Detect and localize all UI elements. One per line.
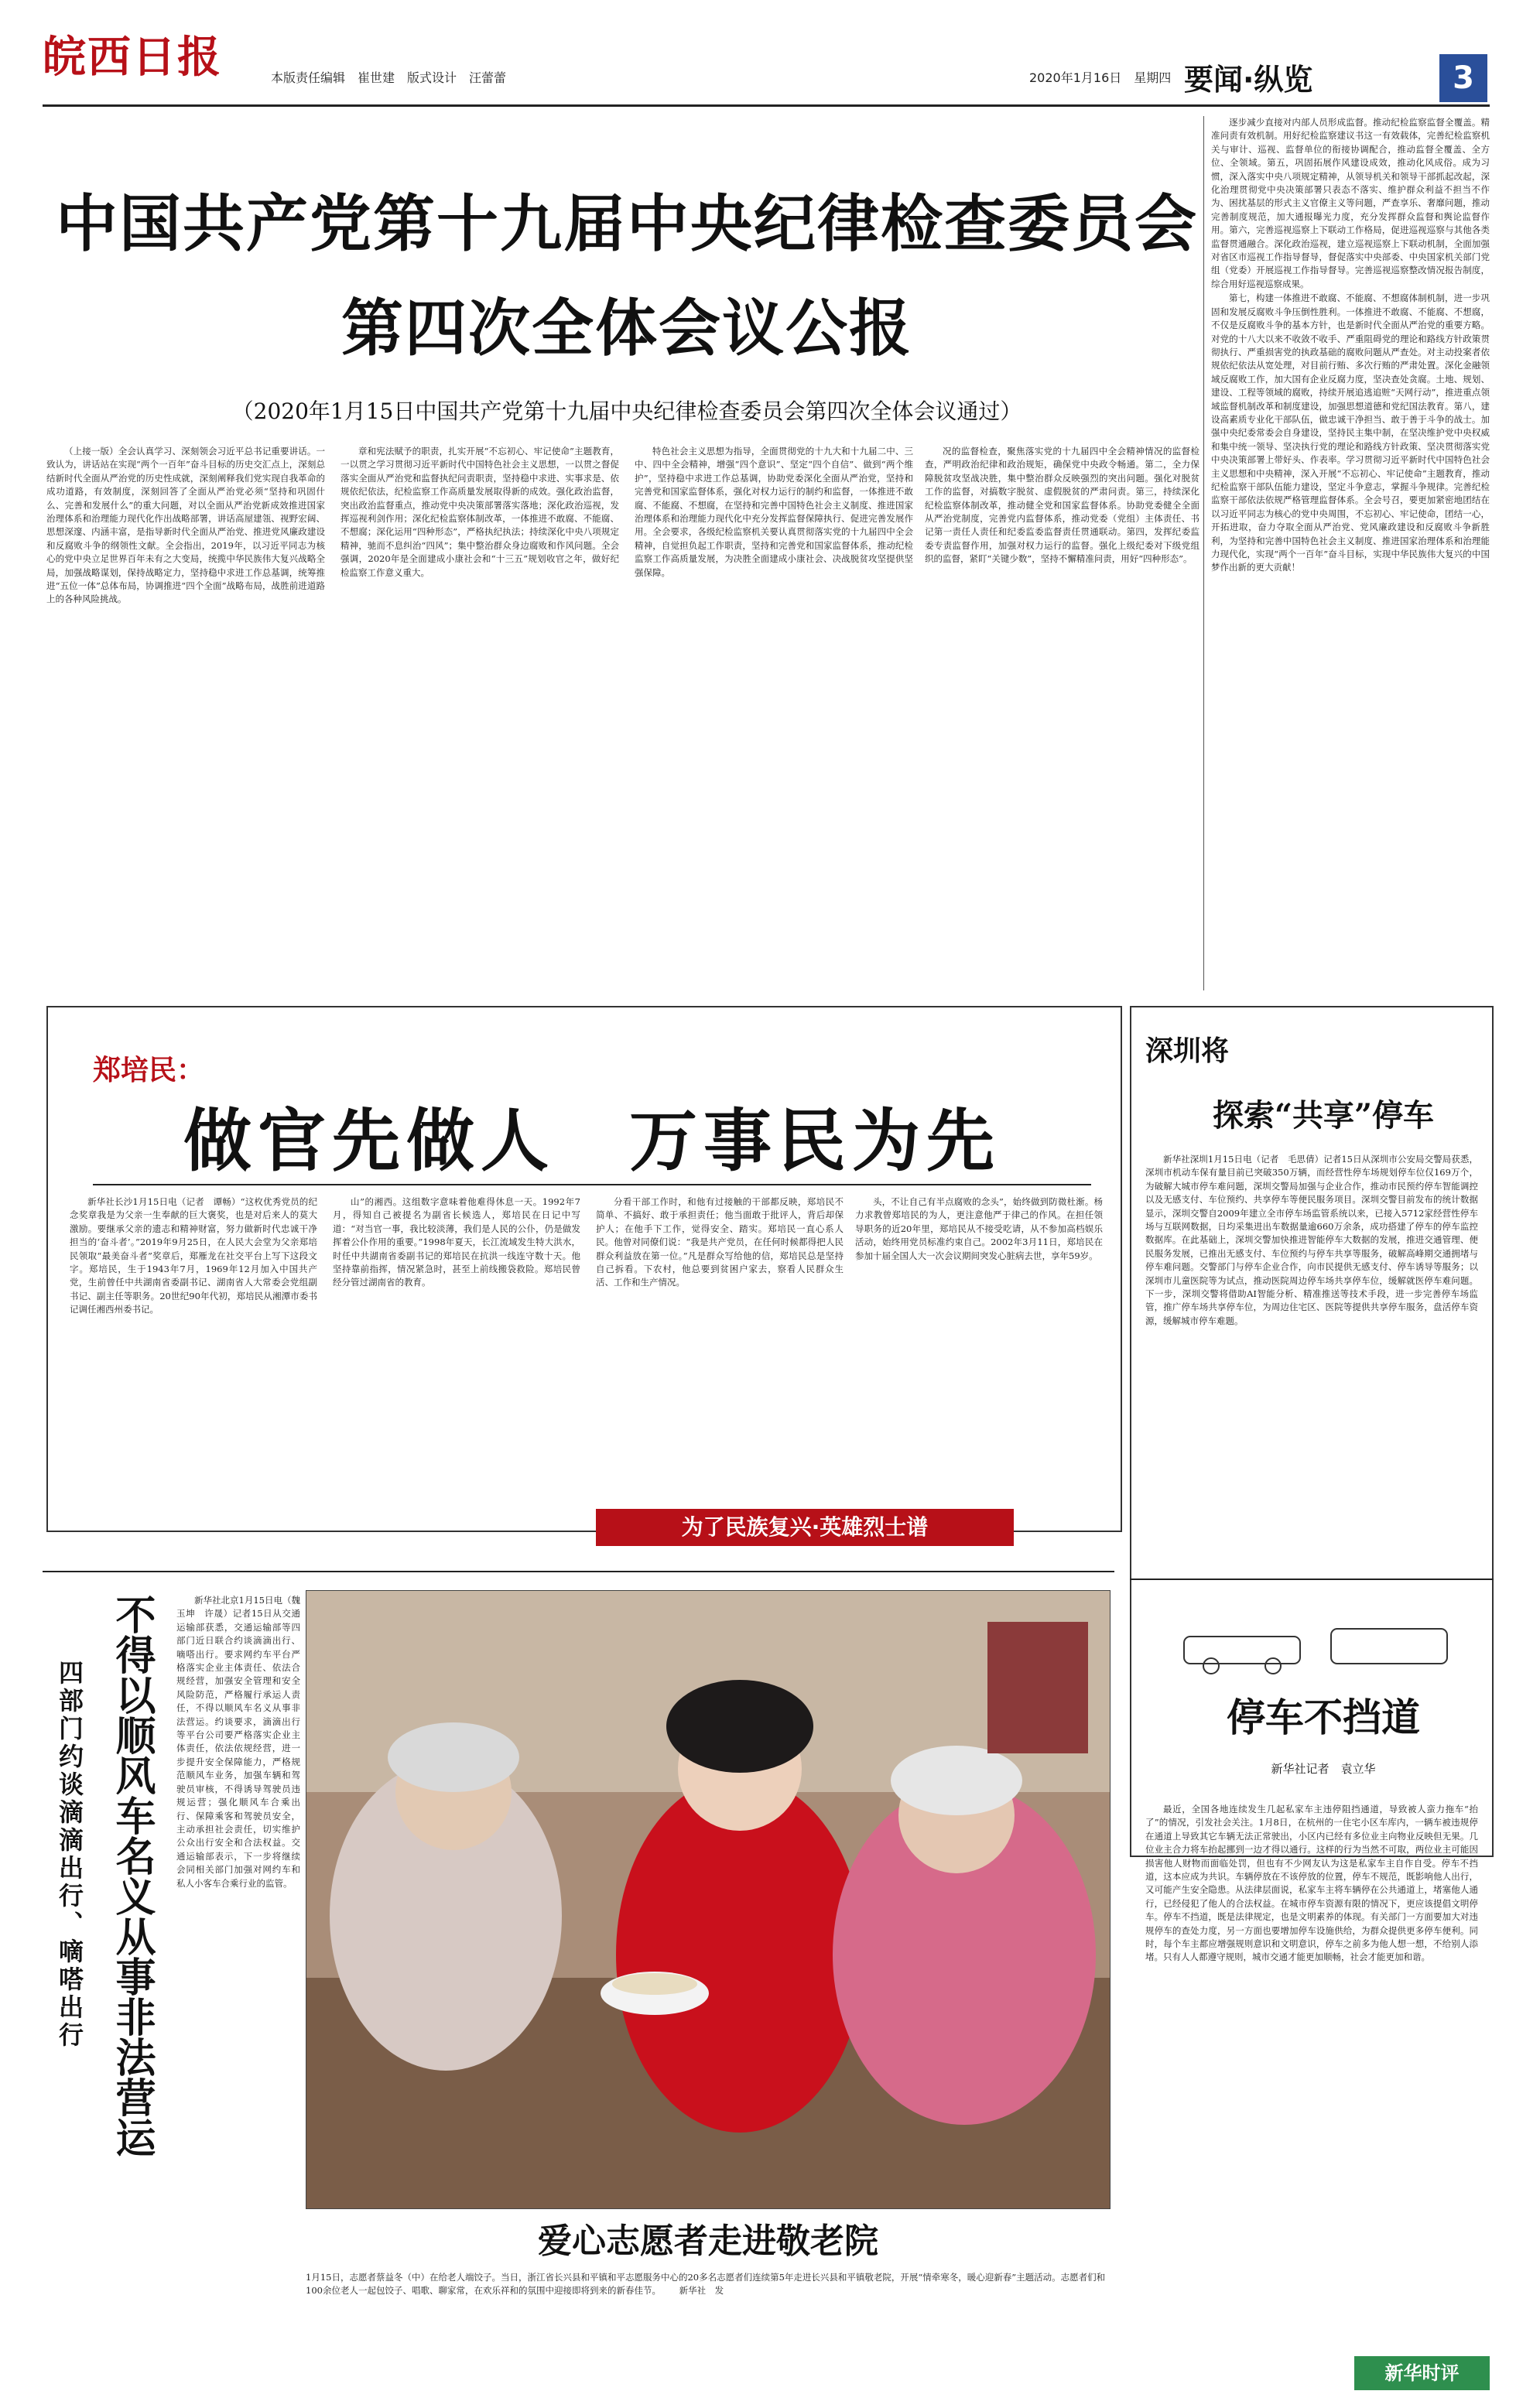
zheng-column-2 — [333, 1195, 580, 1505]
main-article-col2-text: 章和宪法赋予的职责，扎实开展“不忘初心、牢记使命”主题教育，一以贯之学习贯彻习近平新时代中国特色社会主义思想，一以贯之督促落实全面从严治党和监督执纪问责职责，坚持稳中求进、实事求是、依规依纪依法，纪检监察工作高质量发展取得新的成效。强化政治监督，突出政治监督重点，推动党中央决策部署落实落地；深化政治巡视，发挥巡视利剑作用；深化纪检监察体制改革，一体推进不敢腐、不能腐、不想腐；深化运用“四种形态”，严格执纪执法；持续深化中央八项规定精神，驰而不息纠治“四风”；集中整治群众身边腐败和作风问题。全会强调，2020年是全面建成小康社会和“十三五”规划收官之年，做好纪检监察工作意义重大。 — [341, 446, 619, 578]
volunteer-photo — [306, 1590, 1111, 2209]
main-article-column-right — [1211, 116, 1490, 998]
main-article-column-1 — [46, 445, 325, 998]
commentary-body — [1145, 1803, 1478, 2345]
hero-series-banner: 为了民族复兴·英雄烈士谱 — [596, 1509, 1014, 1546]
main-headline-line2: 第四次全体会议公报 — [341, 292, 912, 364]
main-article-col4-text: 况的监督检查，聚焦落实党的十九届四中全会精神情况的监督检查，严明政治纪律和政治规矩，确保党中央政令畅通。第二，全力保障脱贫攻坚战决胜，集中整治群众反映强烈的突出问题。强化对脱贫工作的监督，对搞数字脱贫、虚假脱贫的严肃问责。第三，持续深化纪检监察体制改革，推动健全党和国家监督体系。协助党委健全全面从严治党制度，完善党内监督体系，推动党委（党组）主体责任、书记第一责任人责任和纪委监委监督责任贯通联动。第四，发挥纪委监委专责监督作用，加强对权力运行的监督。强化上级纪委对下级党组织的监督，紧盯“关键少数”，坚持不懈精准问责，用好“四种形态”。 — [925, 446, 1199, 565]
commentary-body-text: 最近，全国各地连续发生几起私家车主违停阻挡通道，导致被人蛮力拖车“抬了”的情况，引发社会关注。1月8日，在杭州的一住宅小区车库内，一辆车被违规停在通道上导致其它车辆无法正常驶出，小区内已经有多位业主向物业反映但无果。几位业主合力将车抬起挪到一边才得以通行。这样的行为当然不可取，两位业主可能因损害他人财物而面临处罚，但也有不少网友认为这是私家车主自作自受。停车不挡道，这本应成为共识。车辆停放在不该停放的位置，停车不规范，既影响他人出行，又可能产生安全隐患。从法律层面说，私家车主将车辆停在公共通道上，堵塞他人通行，已经侵犯了他人的合法权益。在城市停车资源有限的情况下，更应该提倡文明停车。停车不挡道，既是法律规定，也是文明素养的体现。有关部门一方面要加大对违规停车的查处力度，另一方面也要增加停车设施供给，为群众提供更多停车便利。同时，每个车主都应增强规则意识和文明意识，停车之前多为他人想一想，不给别人添堵。只有人人都遵守规则，城市交通才能更加顺畅，社会才能更加和谐。 — [1145, 1804, 1478, 1963]
commentary-headline: 停车不挡道 — [1227, 1695, 1420, 1740]
masthead-rule — [43, 104, 1490, 107]
section-title: 要闻·纵览 — [1184, 63, 1313, 97]
zheng-column-3 — [596, 1195, 844, 1505]
main-article-column-4 — [925, 445, 1199, 998]
ride-hailing-body-upper — [176, 1594, 300, 2205]
photo-caption — [306, 2271, 1111, 2297]
editor-credits: 本版责任编辑 崔世建 版式设计 汪蕾蕾 — [271, 70, 507, 85]
newspaper-logo: 皖西日报 — [43, 32, 222, 83]
photo-illustration — [306, 1591, 1111, 2209]
main-subhead: （2020年1月15日中国共产党第十九届中央纪律检查委员会第四次全体会议通过） — [231, 398, 1022, 424]
main-article-right-top: 逐步减少直接对内部人员形成监督。推动纪检监察监督全覆盖。精准问责有效机制。用好纪检监察建议书这一有效载体，完善纪检监察机关与审计、巡视、监督单位的衔接协调配合，推动监督全覆盖、全方位、全领域。第五，巩固拓展作风建设成效，推动化风成俗。成为习惯，深入落实中央八项规定精神，从领导机关和领导干部抓起改起，深化治理贯彻党中央决策部署只表态不落实、维护群众利益不担当不作为、困扰基层的形式主义官僚主义等问题，严查享乐、奢靡问题，推动完善制度规范，加大通报曝光力度，充分发挥群众监督和舆论监督作用。第六，完善巡视巡察上下联动工作格局，促进巡视巡察与其他各类监督贯通融合。深化政治巡视，建立巡视巡察上下联动机制，全面加强对省区市巡视工作指导督导，督促落实中央部委、中央国家机关部门党组（党委）开展巡视工作指导督导。完善巡视巡察整改情况报告制度，综合用好巡视巡察成果。 — [1211, 117, 1490, 289]
main-headline-line1: 中国共产党第十九届中央纪律检查委员会 — [56, 188, 1198, 260]
car-icon — [1153, 1613, 1463, 1675]
zheng-col4-text: 头，不让自己有半点腐败的念头”，始终做到防微杜渐。杨力求教曾郑培民的为人，更注意他严于律己的作风。在担任领导职务的近20年里，郑培民从不接受吃请，从不参加高档娱乐活动，始终用党员标准约束自己。2002年3月11日，郑培民在参加十届全国人大一次会议期间突发心脏病去世，享年59岁。 — [855, 1196, 1103, 1261]
column-divider — [1203, 116, 1204, 990]
page-number-badge: 3 — [1439, 54, 1487, 102]
zheng-col3-text: 分看干部工作时，和他有过接触的干部都反映，郑培民不简单、不搞好、敢于承担责任；他当面敢于批评人，背后却保护人；在他手下工作，觉得安全、踏实。郑培民一直心系人民。他曾对同僚们说：“我是共产党员，在任何时候都得把人民群众利益放在第一位。”凡是群众写给他的信，郑培民总是坚持自己拆看。下农村，他总要到贫困户家去，察看人民群众生活、工作和生产情况。 — [596, 1196, 844, 1288]
main-article-col3-text: 特色社会主义思想为指导，全面贯彻党的十九大和十九届二中、三中、四中全会精神，增强“四个意识”、坚定“四个自信”、做到“两个维护”，坚持稳中求进工作总基调，协助党委深化全面从严治党，坚持和完善党和国家监督体系，强化对权力运行的制约和监督，一体推进不敢腐、不能腐、不想腐，在坚持和完善中国特色社会主义制度、推进国家治理体系和治理能力现代化中充分发挥监督保障执行、促进完善发展作用。全会要求，各级纪检监察机关要认真贯彻落实党的十九届四中全会精神，自觉担负起工作职责，坚持和完善党和国家监督体系，推动纪检监察工作高质量发展，为决胜全面建成小康社会、决战脱贫攻坚提供坚强保障。 — [635, 446, 913, 578]
zheng-col2-text: 山”的湘西。这组数字意味着他难得休息一天。1992年7月，得知自己被提名为副省长候选人，郑培民在日记中写道：“对当官一事，我比较淡薄，我们是人民的公仆，仍是做发挥着公仆作用的重要。”1998年夏天，长江流域发生特大洪水，时任中共湖南省委副书记的郑培民在抗洪一线连守数十天。他坚持靠前指挥，情况紧急时，甚至上前线搬袋救险。郑培民曾经分管过湖南省的教育。 — [333, 1196, 580, 1288]
ride-hailing-headline: 不得以顺风车名义从事非法营运 — [108, 1594, 156, 2157]
zheng-kicker: 郑培民： — [93, 1055, 205, 1086]
main-article-right-bottom: 第七，构建一体推进不敢腐、不能腐、不想腐体制机制，进一步巩固和发展反腐败斗争压倒性胜利。一体推进不敢腐、不能腐、不想腐，不仅是反腐败斗争的基本方针，也是新时代全面从严治党的重要方略。对党的十八大以来不收敛不收手、严重阻碍党的理论和路线方针政策贯彻执行、严重损害党的执政基础的腐败问题从严查处。对主动投案者依规依纪依法从宽处理，对目前行贿、多次行贿的严肃处置。深化金融领域反腐败工作，加大国有企业反腐力度，坚决查处贪腐。土地、规划、建设、工程等领域的腐败，持续开展追逃追赃“天网行动”，推进重点领域监督机制改革和制度建设，加强思想道德和党纪国法教育。第八，建设高素质专业化干部队伍，做忠诚干净担当、敢于善于斗争的战士。加强中央纪委常委会自身建设，坚持民主集中制，在坚决维护党中央权威和集中统一领导、坚决执行党的理论和路线方针政策、坚决贯彻落实党中央决策部署上带好头、作表率。学习贯彻习近平新时代中国特色社会主义思想和中央精神，深入开展“不忘初心、牢记使命”主题教育，推动纪检监察干部队伍能力建设，坚定斗争意志，掌握斗争规律。完善纪检监察干部依法依规严格管理监督体系。全会号召，要更加紧密地团结在以习近平同志为核心的党中央周围，不忘初心、牢记使命，团结一心，开拓进取，奋力夺取全面从严治党、党风廉政建设和反腐败斗争新胜利，为坚持和完善中国特色社会主义制度、推进国家治理体系和治理能力现代化，实现“两个一百年”奋斗目标，实现中华民族伟大复兴的中国梦作出新的更大贡献！ — [1211, 292, 1490, 573]
ride-hailing-body-text: 新华社北京1月15日电（魏玉坤 许晟）记者15日从交通运输部获悉，交通运输部等四部门近日联合约谈滴滴出行、嘀嗒出行。要求网约车平台严格落实企业主体责任、依法合规经营，加强安全管理和安全风险防范，严格履行承运人责任，不得以顺风车名义从事非法营运。约谈要求，滴滴出行等平台公司要严格落实企业主体责任，依法依规经营，进一步提升安全保障能力，严格规范顺风车业务，加强车辆和驾驶员审核，不得诱导驾驶员违规运营；强化顺风车合乘出行、保障乘客和驾驶员安全，主动承担社会责任，切实维护公众出行安全和合法权益。交通运输部表示，下一步将继续会同相关部门加强对网约车和私人小客车合乘行业的监管。 — [176, 1595, 300, 1889]
shenzhen-body — [1145, 1153, 1478, 1594]
zheng-column-1 — [70, 1195, 317, 1505]
zheng-headline: 做官先做人 万事民为先 — [183, 1100, 1001, 1181]
xinhua-commentary-tag: 新华时评 — [1354, 2356, 1490, 2390]
main-article-col1-text: （上接一版）全会认真学习、深刻领会习近平总书记重要讲话。一致认为，讲话站在实现“两个一百年”奋斗目标的历史交汇点上，深刻总结新时代全面从严治党的历史性成就，深刻阐释我们党实现自我革命的成功道路，有效制度，深刻回答了全面从严治党必须“坚持和巩固什么、完善和发展什么”的重大问题，对以全面从严治党新成效推进国家治理体系和治理能力现代化作出战略部署，讲话高屋建瓴、视野宏阔、思想深邃、内涵丰富，是指导新时代全面从严治党、推进党风廉政建设和反腐败斗争的纲领性文献。全会指出，2019年，以习近平同志为核心的党中央立足世界百年未有之大变局，统揽中华民族伟大复兴战略全局，加强战略谋划，保持战略定力，坚持稳中求进工作总基调，统筹推进“五位一体”总体布局，协调推进“四个全面”战略布局，战胜前进道路上的各种风险挑战。 — [46, 446, 325, 605]
photo-caption-text: 1月15日，志愿者蔡益冬（中）在给老人端饺子。当日，浙江省长兴县和平镇和平志愿服务中心的20多名志愿者们连续第5年走进长兴县和平镇敬老院，开展“情牵寒冬，暖心迎新春”主题活动。志愿者们和100余位老人一起包饺子、唱歌、聊家常，在欢乐祥和的氛围中迎接即将到来的新春佳节。 — [306, 2272, 1106, 2296]
commentary-byline: 新华社记者 袁立华 — [1271, 1762, 1376, 1776]
zheng-column-4 — [855, 1195, 1103, 1505]
main-article-column-2 — [341, 445, 619, 998]
feature-rule — [93, 1184, 1091, 1185]
shenzhen-kicker: 深圳将 — [1145, 1035, 1230, 1067]
shenzhen-headline: 探索“共享”停车 — [1212, 1097, 1434, 1134]
shenzhen-body-text: 新华社深圳1月15日电（记者 毛思倩）记者15日从深圳市公安局交警局获悉，深圳市机动车保有量目前已突破350万辆，而经营性停车场规划停车位仅169万个，为破解大城市停车难问题，深圳交警局加强与企业合作，推动市民预约停车智能调控以及无感支付、车位预约、共享停车等便民服务项目。深圳交警目前发布的统计数据显示，深圳交警自2009年建立全市停车场监管系统以来，已接入5712家经营性停车场与互联网数据，日均采集进出车数据量逾660万余条，成功搭建了停车的停车监控数据库。在此基础上，深圳交警加快推进智能停车大数据的发展，推进交通管理、便民服务发展，已推出无感支付、车位预约与停车共享等服务，破解高峰期交通拥堵与停车难问题。交警部门与停车企业合作，向市民提供无感支付、停车诱导等服务；以深圳市儿童医院等为试点，推动医院周边停车场共享停车位，缓解就医停车难问题。下一步，深圳交警将借助AI智能分析、精准推送等技术手段，进一步完善停车场监管，推广停车场共享停车位，为周边住宅区、医院等提供共享停车服务，盘活停车资源，缓解城市停车难题。 — [1145, 1154, 1478, 1326]
photo-title: 爱心志愿者走进敬老院 — [538, 2222, 878, 2261]
zheng-col1-text: 新华社长沙1月15日电（记者 谭畅）“这枚优秀党员的纪念奖章我是为父亲一生奉献的巨大褒奖，也是对后来人的莫大激励。要继承父亲的遗志和精神财富，努力做新时代忠诚干净担当的‘奋斗者’。”2019年9月25日，在人民大会堂为父亲郑培民领取“最美奋斗者”奖章后，郑雁龙在社交平台上写下这段文字。郑培民，生于1943年7月，1969年12月加入中国共产党，生前曾任中共湖南省委副书记、湖南省人大常委会党组副书记、副主任等职务。20世纪90年代初，郑培民从湘潭市委书记调任湘西州委书记。 — [70, 1196, 317, 1315]
issue-date: 2020年1月16日 星期四 — [1029, 70, 1172, 85]
ride-hailing-subhead: 四部门约谈滴滴出行、嘀嗒出行 — [55, 1660, 84, 2050]
lower-section-rule — [43, 1571, 1114, 1572]
photo-credit: 新华社 发 — [679, 2285, 724, 2296]
commentary-rule — [1130, 1579, 1494, 1580]
main-article-column-3 — [635, 445, 913, 998]
